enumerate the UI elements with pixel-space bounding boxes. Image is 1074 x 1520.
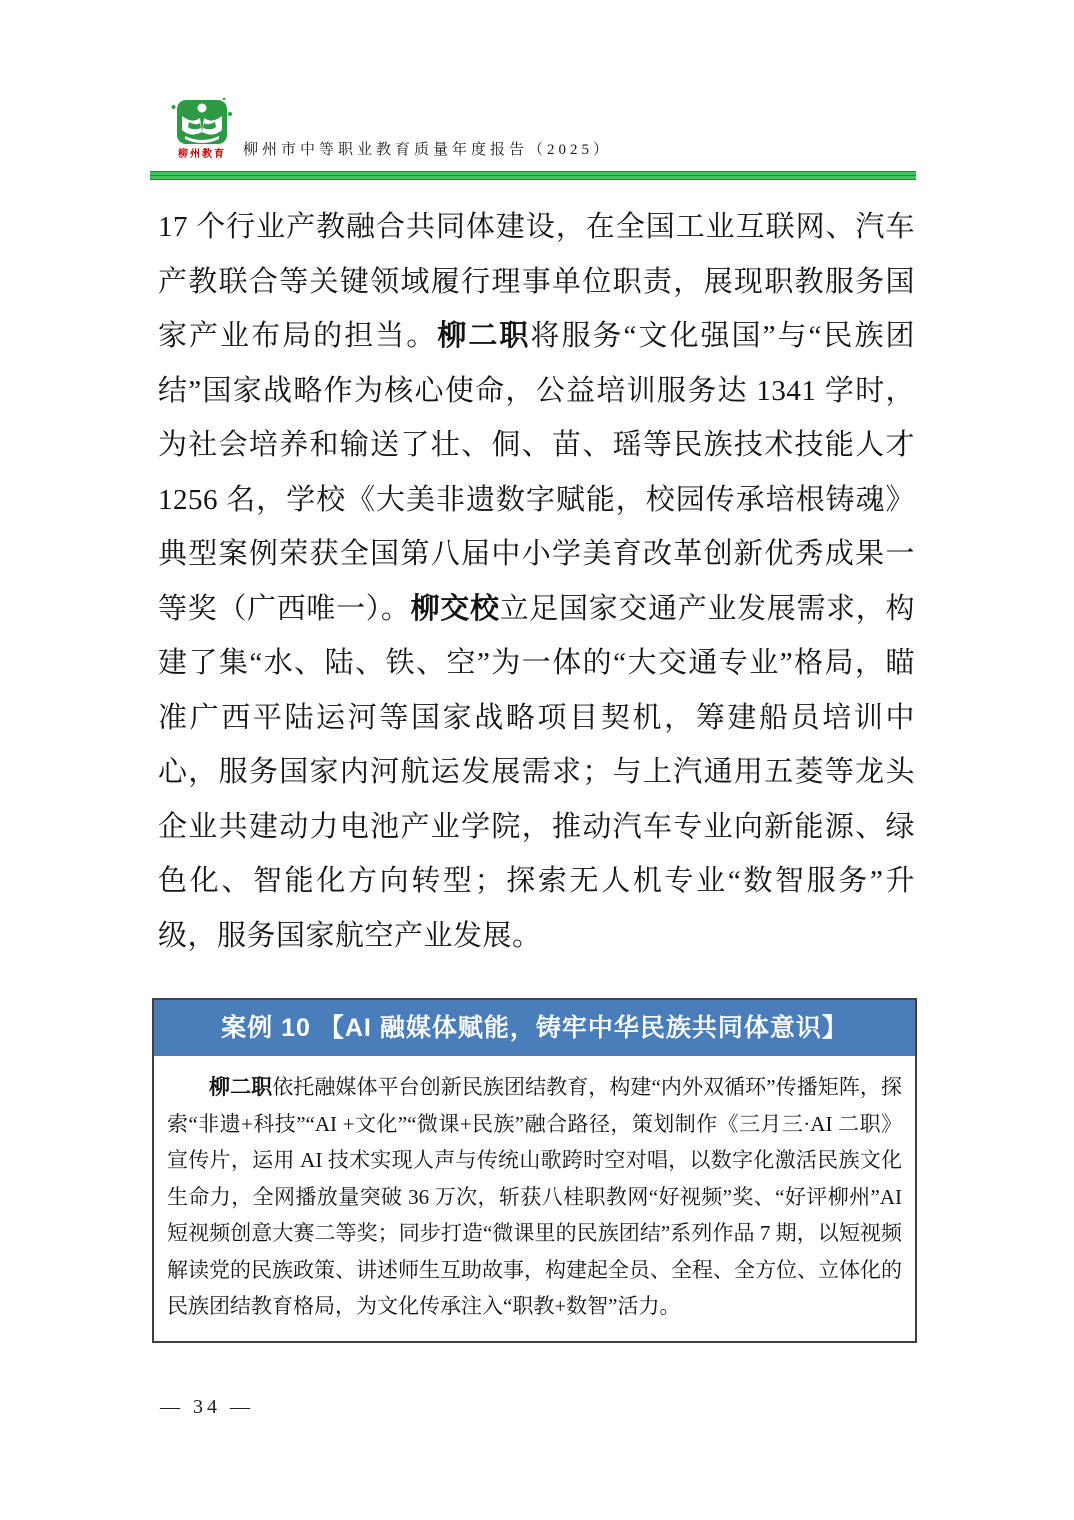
logo-caption: 柳州教育 [178, 149, 226, 160]
paragraph-text-3: 立足国家交通产业发展需求，构建了集“水、陆、铁、空”为一体的“大交通专业”格局，瞄准广西平陆运河等国家战略项目契机，筹建船员培训中心，服务国家内河航运发展需求；与上汽通用五菱等龙头企业共建动力电池产业学院，推动汽车专业向新能源、绿色化、智能化方向转型；探索无人机专业“数智服务”升级，服务国家航空产业发展。 [158, 592, 915, 952]
case-study-box [152, 998, 917, 1343]
case-body-paragraph [154, 1056, 915, 1341]
page-number: — 34 — [160, 1396, 254, 1418]
case-body-text: 依托融媒体平台创新民族团结教育，构建“内外双循环”传播矩阵，探索“非遗+科技”“AI +文化”“微课+民族”融合路径，策划制作《三月三·AI 二职》宣传片，运用 AI 技术实现人声与传统山歌跨时空对唱，以数字化激活民族文化生命力，全网播放量突破 36 万次，斩获八桂职教网“好视频”奖、“好评柳州”AI 短视频创意大赛二等奖；同步打造“微课里的民族团结”系列作品 7 期，以短视频解读党的民族政策、讲述师生互助故事，构建起全员、全程、全方位、立体化的民族团结教育格局，为文化传承注入“职教+数智”活力。 [167, 1075, 903, 1318]
book-person-logo-icon [171, 98, 233, 148]
body-paragraph [158, 200, 915, 963]
case-banner: 案例 10 【AI 融媒体赋能，铸牢中华民族共同体意识】 [154, 1000, 915, 1056]
school-name-liujiaoxiao: 柳交校 [410, 592, 500, 625]
paragraph-text-2: 将服务“文化强国”与“民族团结”国家战略作为核心使命，公益培训服务达 1341 学时，为社会培养和输送了壮、侗、苗、瑶等民族技术技能人才 1256 名，学校《大美非遗数字赋能，校园传承培根铸魂》典型案例荣获全国第八届中小学美育改革创新优秀成果一等奖（广西唯一）。 [158, 320, 915, 625]
paragraph-text-1: 17 个行业产教融合共同体建设，在全国工业互联网、汽车产教联合等关键领域履行理事单位职责，展现职教服务国家产业布局的担当。 [158, 211, 915, 352]
case-school-name: 柳二职 [209, 1075, 273, 1099]
report-header-title: 柳州市中等职业教育质量年度报告（2025） [243, 142, 613, 158]
header-green-rule [150, 171, 916, 180]
school-name-liuerzhi: 柳二职 [437, 320, 531, 352]
liuzhou-education-logo [166, 98, 238, 161]
